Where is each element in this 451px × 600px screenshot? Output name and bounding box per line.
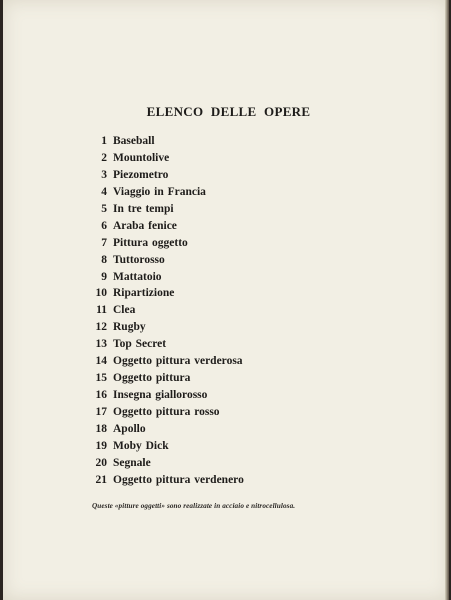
work-number: 5 (101, 202, 107, 215)
footnote: Queste «pitture oggetti» sono realizzate in acciaio e nitrocellulosa. (92, 502, 296, 510)
work-title: Oggetto pittura (113, 372, 191, 385)
work-title: Oggetto pittura rosso (113, 406, 220, 418)
work-title: Mattatoio (113, 270, 162, 283)
work-item (87, 336, 244, 353)
work-item (87, 421, 244, 438)
work-item (87, 285, 244, 302)
page-edge-shadow (445, 0, 449, 600)
work-item (87, 353, 244, 370)
work-number: 6 (101, 219, 107, 232)
work-item (87, 455, 244, 472)
work-title: Pittura oggetto (113, 236, 188, 249)
work-number: 8 (101, 253, 107, 266)
work-item (87, 404, 244, 421)
page-title: ELENCO DELLE OPERE (146, 104, 311, 119)
work-title: Rugby (113, 321, 146, 334)
work-number: 2 (101, 151, 107, 164)
work-item (87, 150, 244, 167)
work-title: Mountolive (113, 151, 170, 164)
work-number: 9 (101, 270, 107, 283)
document-page (3, 0, 449, 600)
work-title: In tre tempi (113, 202, 174, 215)
work-title: Insegna giallorosso (113, 389, 208, 402)
work-item (87, 319, 244, 336)
work-item (87, 218, 244, 235)
work-item (87, 184, 244, 201)
work-item (87, 269, 244, 286)
work-title: Baseball (113, 135, 155, 147)
work-title: Tuttorosso (113, 253, 165, 266)
work-number: 18 (95, 422, 107, 435)
work-title: Ripartizione (113, 287, 175, 300)
work-item (87, 235, 244, 252)
work-number: 1 (101, 135, 107, 147)
work-number: 11 (96, 304, 107, 317)
work-title: Segnale (113, 456, 151, 469)
works-list (87, 133, 244, 489)
work-title: Clea (113, 304, 136, 317)
work-title: Oggetto pittura verdenero (113, 473, 244, 486)
work-item (87, 252, 244, 269)
work-title: Moby Dick (113, 439, 169, 452)
work-number: 16 (95, 389, 107, 402)
work-number: 17 (95, 406, 107, 418)
work-title: Oggetto pittura verderosa (113, 355, 243, 368)
work-number: 10 (95, 287, 107, 300)
work-number: 13 (95, 338, 107, 351)
work-item (87, 472, 244, 489)
work-title: Piezometro (113, 168, 169, 181)
work-item (87, 302, 244, 319)
work-item (87, 387, 244, 404)
work-item (87, 133, 244, 150)
work-item (87, 438, 244, 455)
work-number: 12 (95, 321, 107, 334)
work-title: Araba fenice (113, 219, 177, 232)
work-title: Apollo (113, 422, 146, 435)
work-number: 3 (101, 168, 107, 181)
work-title: Viaggio in Francia (113, 185, 206, 198)
work-number: 15 (95, 372, 107, 385)
work-number: 4 (101, 185, 107, 198)
work-number: 19 (95, 439, 107, 452)
work-number: 7 (101, 236, 107, 249)
work-number: 14 (95, 355, 107, 368)
work-item (87, 370, 244, 387)
work-title: Top Secret (113, 338, 167, 351)
work-item (87, 167, 244, 184)
work-number: 21 (95, 473, 107, 486)
work-item (87, 201, 244, 218)
work-number: 20 (95, 456, 107, 469)
